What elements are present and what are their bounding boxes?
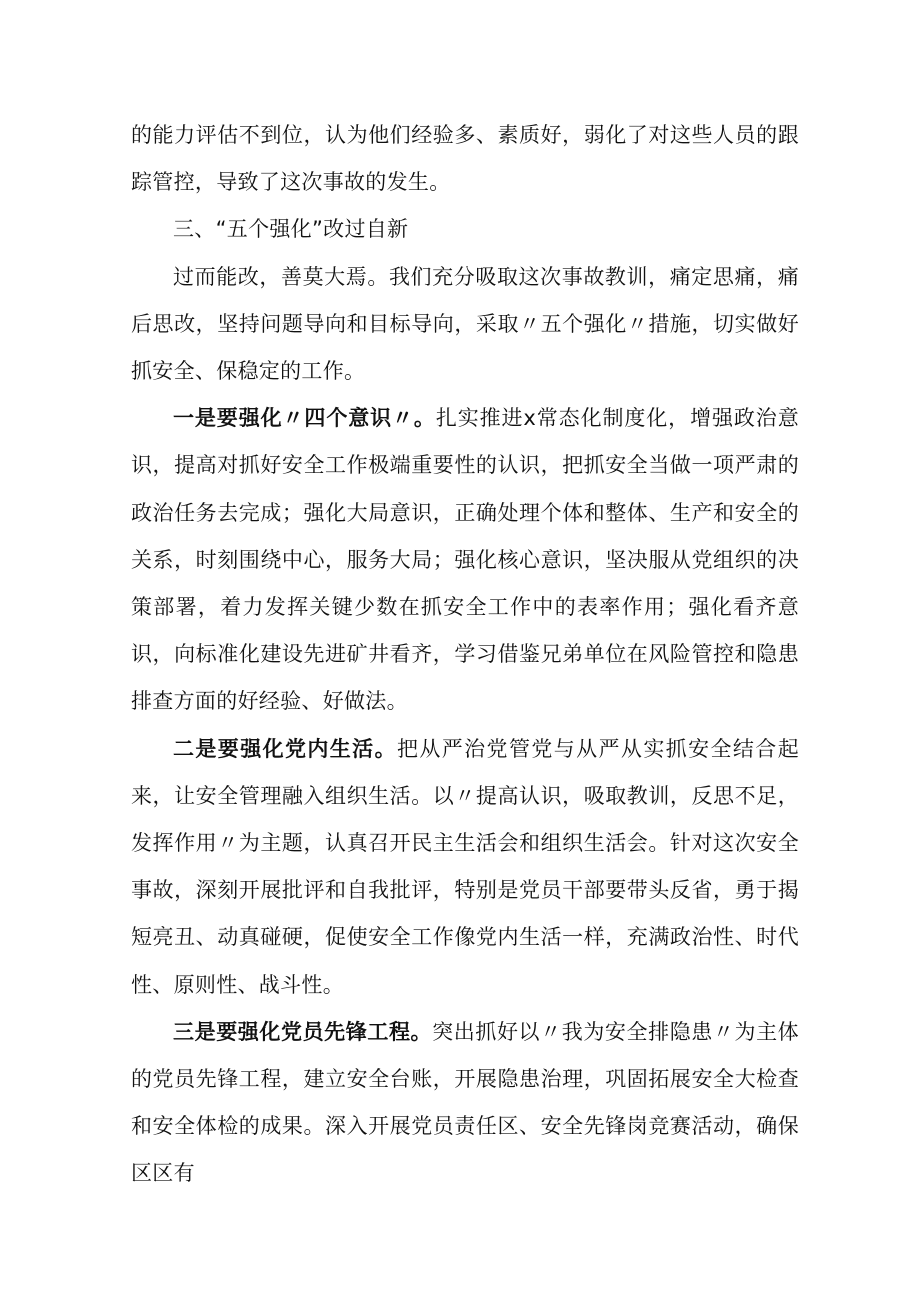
- paragraph-text: 突出抓好以〃我为安全排隐患〃为主体的党员先锋工程，建立安全台账，开展隐患治理，巩固拓展安全大检查和安全体检的成果。深入开展党员责任区、安全先锋岗竞赛活动，确保区区有: [131, 1019, 799, 1186]
- paragraph-text: 过而能改，善莫大焉。我们充分吸取这次事故教训，痛定思痛，痛后思改，坚持问题导向和目标导向，采取〃五个强化〃措施，切实做好抓安全、保稳定的工作。: [131, 264, 799, 384]
- paragraph-lead: 二是要强化党内生活。: [173, 736, 397, 761]
- paragraph-intro: [131, 254, 799, 396]
- paragraph-text: 把从严治党管党与从严从实抓安全结合起来，让安全管理融入组织生活。以〃提高认识，吸取教训，反思不足，发挥作用〃为主题，认真召开民主生活会和组织生活会。针对这次安全事故，深刻开展批评和自我批评，特别是党员干部要带头反省，勇于揭短亮丑、动真碰硬，促使安全工作像党内生活一样，充满政治性、时代性、原则性、战斗性。: [131, 736, 800, 997]
- paragraph-item-3: [131, 1009, 799, 1198]
- section-heading: [131, 206, 799, 253]
- paragraph-text: 的能力评估不到位，认为他们经验多、素质好，弱化了对这些人员的跟踪管控，导致了这次事故的发生。: [131, 123, 799, 195]
- document-body: [131, 112, 799, 1198]
- paragraph-continuation: [131, 112, 799, 206]
- section-heading-text: 三、“五个强化”改过自新: [173, 217, 409, 242]
- paragraph-item-1: [131, 395, 799, 725]
- paragraph-lead: 一是要强化〃四个意识〃。: [173, 406, 436, 431]
- paragraph-text: 扎实推进x常态化制度化，增强政治意识，提高对抓好安全工作极端重要性的认识，把抓安全当做一项严肃的政治任务去完成；强化大局意识，正确处理个体和整体、生产和安全的关系，时刻围绕中心，服务大局；强化核心意识，坚决服从党组织的决策部署，着力发挥关键少数在抓安全工作中的表率作用；强化看齐意识，向标准化建设先进矿井看齐，学习借鉴兄弟单位在风险管控和隐患排查方面的好经验、好做法。: [131, 406, 799, 714]
- paragraph-lead: 三是要强化党员先锋工程。: [173, 1019, 433, 1044]
- paragraph-item-2: [131, 726, 799, 1009]
